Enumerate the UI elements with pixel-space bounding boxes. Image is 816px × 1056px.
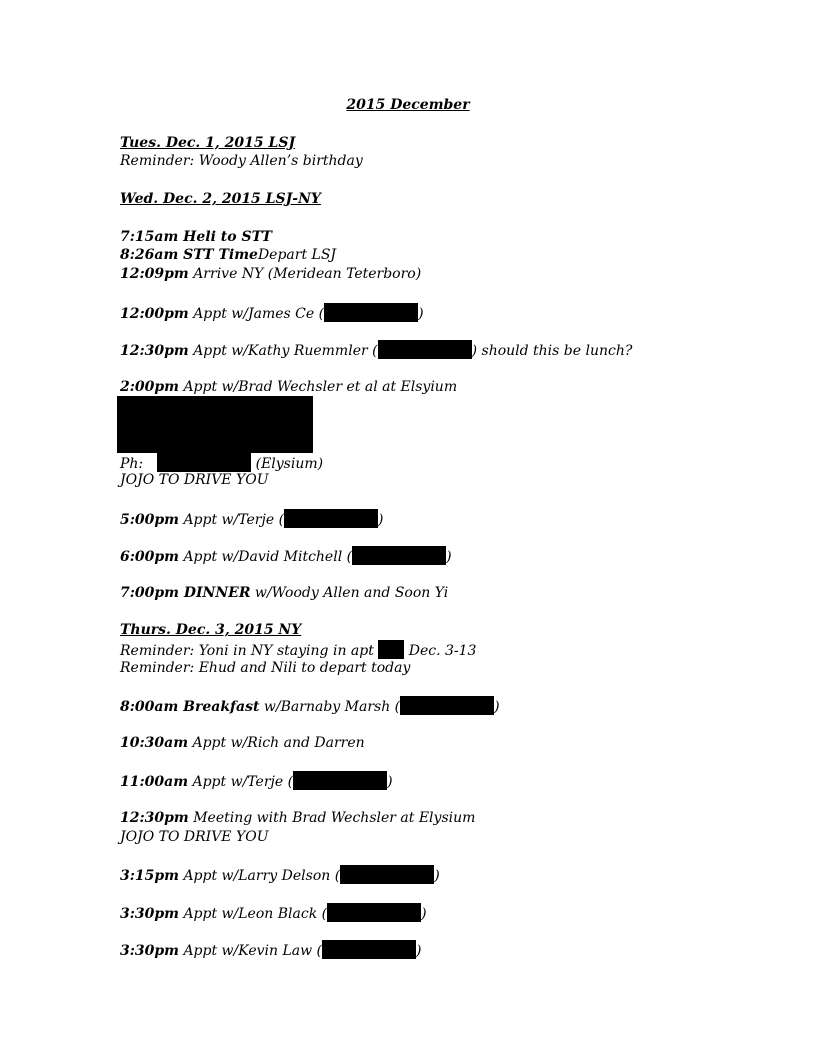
entry-text: w/Woody Allen and Soon Yi — [250, 585, 449, 601]
entry-text: Appt w/James Ce ( — [188, 306, 325, 322]
schedule-entry — [120, 340, 632, 360]
document-title: 2015 December — [346, 97, 470, 113]
schedule-entry — [120, 771, 393, 791]
entry-time: 5:00pm — [120, 512, 179, 528]
schedule-entry — [120, 246, 336, 264]
schedule-entry — [120, 696, 500, 716]
entry-text-close: ) — [387, 774, 393, 790]
schedule-entry — [120, 734, 365, 752]
entry-text-close: ) — [446, 549, 452, 565]
day-header-dec-1: Tues. Dec. 1, 2015 LSJ — [120, 135, 296, 151]
entry-time: 3:30pm — [120, 943, 179, 959]
redaction-block — [117, 396, 313, 453]
entry-time: 2:00pm — [120, 379, 179, 395]
redaction-bar — [157, 453, 251, 472]
phone-label: Ph: — [120, 456, 144, 472]
redaction-bar — [378, 640, 404, 659]
entry-time: 10:30am — [120, 735, 189, 751]
redaction-bar — [400, 696, 494, 715]
entry-text-close: ) — [418, 306, 424, 322]
driver-note: JOJO TO DRIVE YOU — [120, 472, 269, 488]
entry-text: Appt w/Larry Delson ( — [179, 868, 341, 884]
redaction-bar — [340, 865, 434, 884]
schedule-entry — [120, 940, 422, 960]
schedule-entry — [120, 303, 424, 323]
entry-text: w/Barnaby Marsh ( — [259, 699, 401, 715]
schedule-entry — [120, 509, 384, 529]
redaction-bar — [284, 509, 378, 528]
redaction-bar — [378, 340, 472, 359]
entry-text: Appt w/Kathy Ruemmler ( — [188, 343, 378, 359]
reminder-text: Dec. 3-13 — [404, 643, 477, 659]
schedule-entry — [120, 584, 448, 602]
driver-note: JOJO TO DRIVE YOU — [120, 829, 269, 845]
entry-text: Meeting with Brad Wechsler at Elysium — [188, 810, 476, 826]
schedule-entry — [120, 378, 457, 396]
entry-time: 3:15pm — [120, 868, 179, 884]
entry-time: 3:30pm — [120, 906, 179, 922]
entry-text: Appt w/Terje ( — [179, 512, 285, 528]
entry-text: Arrive NY (Meridean Teterboro) — [188, 266, 422, 282]
entry-text: Appt w/Kevin Law ( — [179, 943, 323, 959]
entry-time: 12:09pm — [120, 266, 189, 282]
schedule-entry — [120, 903, 427, 923]
entry-time: 12:00pm — [120, 306, 189, 322]
schedule-entry — [120, 809, 475, 827]
entry-time: 11:00am — [120, 774, 189, 790]
redaction-bar — [324, 303, 418, 322]
schedule-entry — [120, 546, 452, 566]
entry-time: 8:26am STT Time — [120, 247, 258, 263]
entry-text-close: ) — [434, 868, 440, 884]
entry-text-close: ) — [421, 906, 427, 922]
schedule-entry — [120, 265, 421, 283]
redaction-bar — [327, 903, 421, 922]
redaction-bar — [293, 771, 387, 790]
phone-suffix: (Elysium) — [251, 456, 324, 472]
phone-line — [120, 453, 323, 473]
entry-text: Appt w/Rich and Darren — [188, 735, 365, 751]
entry-text: Appt w/David Mitchell ( — [179, 549, 353, 565]
day-header-dec-3: Thurs. Dec. 3, 2015 NY — [120, 622, 302, 638]
redaction-bar — [352, 546, 446, 565]
entry-time: 12:30pm — [120, 343, 189, 359]
reminder-line: Reminder: Ehud and Nili to depart today — [120, 660, 411, 676]
entry-time: 12:30pm — [120, 810, 189, 826]
reminder-line: Reminder: Woody Allen’s birthday — [120, 153, 363, 169]
entry-text-close: ) — [494, 699, 500, 715]
entry-text: Appt w/Leon Black ( — [179, 906, 328, 922]
entry-text-close: ) — [416, 943, 422, 959]
reminder-line — [120, 640, 476, 660]
entry-text-close: ) — [378, 512, 384, 528]
entry-text-close: ) should this be lunch? — [471, 343, 633, 359]
entry-time: 7:00pm DINNER — [120, 585, 251, 601]
entry-text: Depart LSJ — [257, 247, 337, 263]
entry-text: Appt w/Brad Wechsler et al at Elsyium — [179, 379, 458, 395]
day-header-dec-2: Wed. Dec. 2, 2015 LSJ-NY — [120, 191, 321, 207]
redaction-bar — [322, 940, 416, 959]
entry-text: Appt w/Terje ( — [188, 774, 294, 790]
entry-time: 6:00pm — [120, 549, 179, 565]
schedule-entry — [120, 228, 272, 246]
entry-time: 8:00am Breakfast — [120, 699, 260, 715]
reminder-text: Reminder: Yoni in NY staying in apt — [120, 643, 379, 659]
schedule-entry — [120, 865, 440, 885]
entry-time: 7:15am Heli to STT — [120, 229, 272, 245]
